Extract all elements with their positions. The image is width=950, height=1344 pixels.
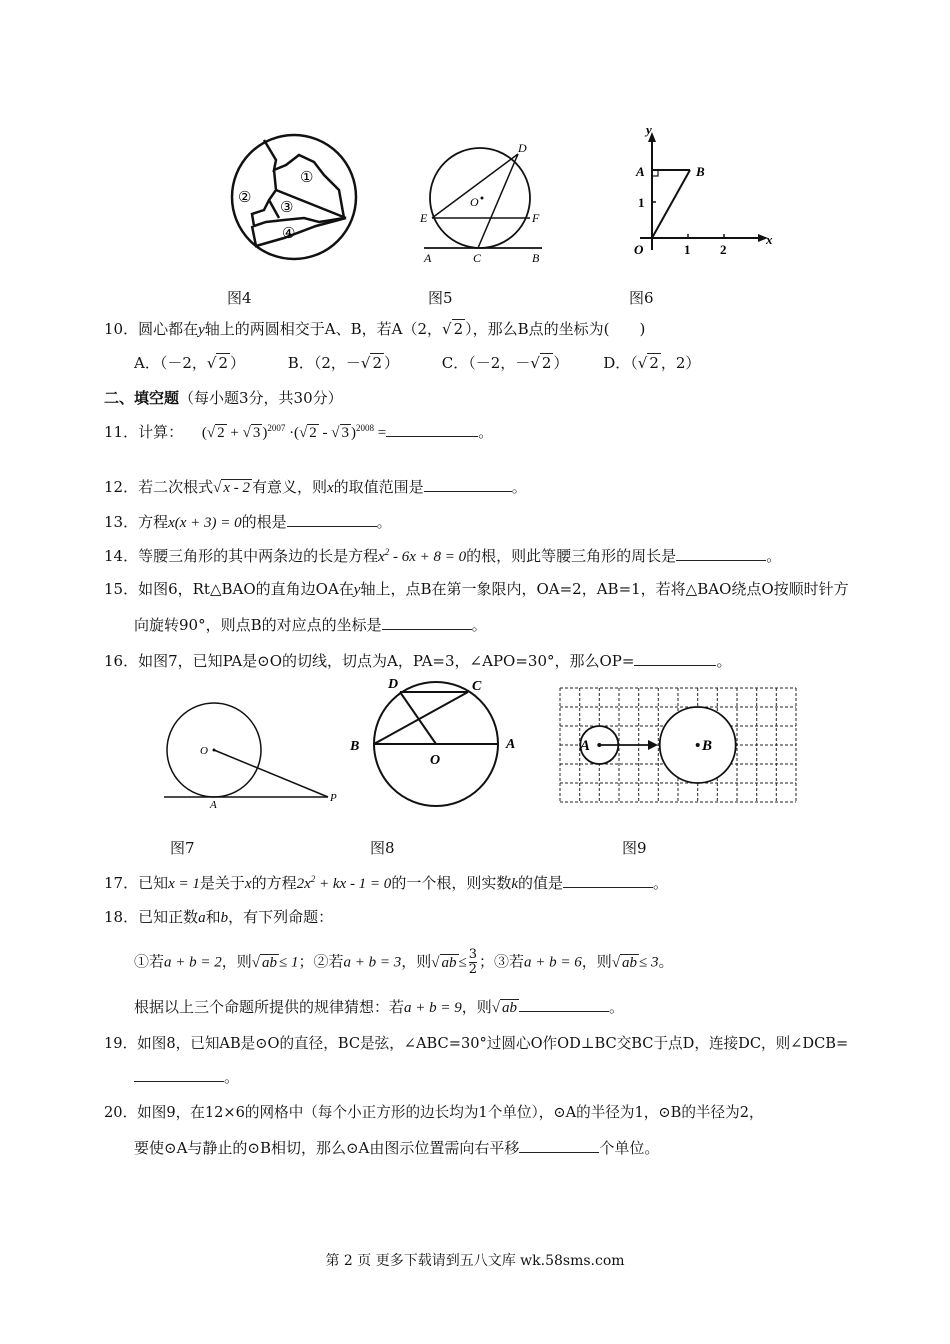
figure-6	[630, 122, 780, 262]
question-18-propositions: ①若a + b = 2，则√ ab ≤ 1；②若a + b = 3，则√ ab ≤ $\frac{3}{2}$ ；③若a + b = 6，则√ ab ≤ 3。	[134, 947, 674, 977]
fig7-center-dot	[213, 749, 216, 752]
fig5-label-B: B	[532, 251, 540, 264]
question-13: 13．方程x(x + 3) = 0的根是 。	[104, 513, 392, 531]
page-footer: 第 2 页 更多下载请到五八文库 wk.58sms.com	[325, 1253, 625, 1269]
fig6-label-A: A	[636, 164, 645, 179]
answer-blank-16[interactable]	[634, 651, 716, 666]
question-14: 14．等腰三角形的其中两条边的长是方程$x^2 - 6x + 8 = 0$的根，则此等腰三角形的周长是 。	[104, 547, 782, 565]
figure-7	[160, 700, 350, 810]
question-20: 20．如图9，在12×6的网格中（每个小正方形的边长均为1个单位），⊙A的半径为1，⊙B的半径为2，	[104, 1104, 764, 1121]
question-11: 11．计算： (√ 2 + √ 3 )$^{2007}$ ·(√ 2 - √ 3 )$^{2008}$ = 。	[104, 423, 494, 441]
fig7-label-P: P	[330, 792, 337, 804]
question-10-options	[134, 352, 700, 373]
fig6-label-x2: 2	[720, 242, 727, 257]
fig6-label-x: x	[766, 232, 773, 247]
fig9-label-A: A	[580, 738, 591, 754]
figure-4	[224, 130, 364, 264]
answer-blank-12[interactable]	[424, 477, 512, 492]
question-16: 16．如图7，已知PA是⊙O的切线，切点为A，PA=3，∠APO=30°，那么OP= 。	[104, 652, 732, 670]
fig4-label-1: ①	[300, 170, 314, 186]
answer-blank-17[interactable]	[563, 873, 653, 888]
fig8-chord-BC	[374, 692, 468, 744]
question-17: 17．已知x = 1是关于x的方程$2x^2$ + kx - 1 = 0的一个根，则实数k的值是 。	[104, 874, 669, 892]
fig7-label-A: A	[210, 799, 217, 810]
figure-5	[418, 140, 558, 264]
question-10: 10．圆心都在y轴上的两圆相交于A、B，若A（2，√ 2 ），那么B点的坐标为( )	[104, 320, 646, 338]
fig9-center-B	[696, 743, 700, 747]
figure-9	[556, 684, 800, 806]
question-15: 15．如图6，Rt△BAO的直角边OA在y轴上，点B在第一象限内，OA=2，AB=1，若将△BAO绕点O按顺时针方	[104, 580, 849, 598]
question-18: 18．已知正数a和b，有下列命题：	[104, 908, 334, 926]
fig4-label-4: ④	[282, 226, 296, 242]
option-b[interactable]: B．（2，－√ 2 ）	[287, 354, 399, 372]
fig9-label-B: B	[702, 738, 713, 754]
fig8-caption: 图8	[370, 839, 395, 857]
question-19: 19．如图8，已知AB是⊙O的直径，BC是弦，∠ABC=30°过圆心O作OD⊥BC交BC于点D，连接DC，则∠DCB=	[104, 1035, 849, 1052]
answer-blank-19[interactable]	[134, 1067, 224, 1082]
fig4-caption: 图4	[227, 289, 252, 307]
answer-blank-18[interactable]	[519, 997, 609, 1012]
question-12: 12．若二次根式√ x - 2 有意义，则x的取值范围是 。	[104, 478, 527, 496]
fig4-label-2: ②	[238, 190, 252, 206]
fig9-center-A	[597, 743, 601, 747]
fig5-circle	[430, 148, 530, 248]
fig5-label-F: F	[532, 211, 540, 225]
option-d[interactable]: D．（√ 2 ，2）	[603, 354, 701, 372]
section-2-heading: 二、填空题（每小题3分，共30分）	[104, 389, 343, 407]
fig5-caption: 图5	[428, 289, 453, 307]
answer-blank-20[interactable]	[519, 1138, 599, 1153]
question-18-guess: 根据以上三个命题所提供的规律猜想：若a + b = 9，则√ ab 。	[134, 998, 625, 1016]
fig9-arrow-head	[648, 740, 658, 750]
fig5-label-A: A	[424, 251, 432, 264]
answer-blank-13[interactable]	[287, 512, 377, 527]
figure-8	[342, 674, 522, 816]
answer-blank-11[interactable]	[386, 422, 478, 437]
fig4-label-3: ③	[280, 200, 294, 216]
question-20-line-2: 要使⊙A与静止的⊙B相切，那么⊙A由图示位置需向右平移 个单位。	[134, 1139, 660, 1157]
fig6-label-y: y	[646, 122, 652, 137]
fig5-label-E: E	[420, 211, 428, 225]
fig7-caption: 图7	[170, 839, 195, 857]
answer-blank-15[interactable]	[382, 615, 472, 630]
fig6-label-x1: 1	[684, 242, 691, 257]
fig6-label-y1: 1	[638, 195, 645, 210]
fig7-label-O: O	[200, 745, 208, 757]
fig5-center-dot	[481, 197, 484, 200]
fig8-label-A: A	[506, 737, 516, 752]
fig6-label-O: O	[634, 242, 644, 257]
fig7-segment-OP	[214, 750, 328, 797]
answer-blank-14[interactable]	[676, 546, 766, 561]
fig8-label-C: C	[472, 679, 482, 694]
fig8-label-D: D	[388, 677, 399, 692]
fig8-label-B: B	[350, 739, 360, 754]
fig6-caption: 图6	[629, 289, 654, 307]
fig8-segment-OD	[400, 692, 436, 744]
fig6-segment-OB	[652, 170, 690, 238]
fig9-caption: 图9	[622, 839, 647, 857]
question-15-line-2: 向旋转90°，则点B的对应点的坐标是 。	[134, 616, 487, 634]
option-a[interactable]: A．（－2，√ 2 ）	[134, 354, 246, 372]
fig5-label-C: C	[473, 251, 482, 264]
fig4-piece-boundary	[252, 140, 344, 226]
fig8-label-O: O	[430, 753, 441, 768]
question-19-answer: 。	[134, 1066, 239, 1087]
fig5-label-O: O	[470, 195, 479, 209]
fig5-label-D: D	[518, 141, 527, 155]
option-c[interactable]: C．（－2，－√ 2 ）	[441, 354, 569, 372]
fig6-label-B: B	[696, 164, 705, 179]
